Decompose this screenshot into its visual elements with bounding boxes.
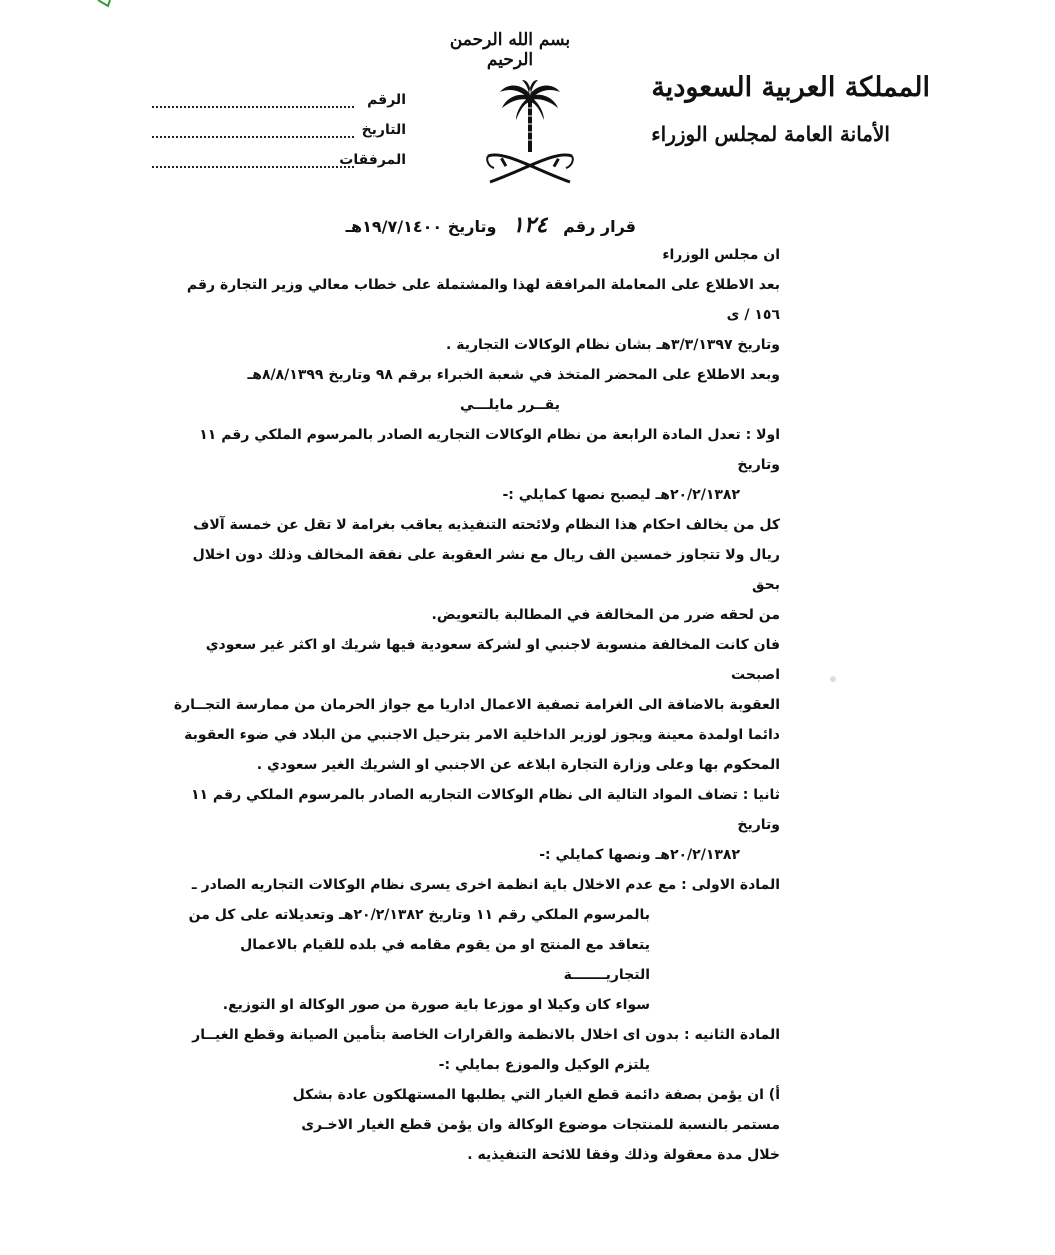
item-a-line-3: خلال مدة معقولة وذلك وفقا للائحة التنفيذيه . bbox=[467, 1147, 780, 1163]
intro-line: ان مجلس الوزراء bbox=[662, 247, 780, 263]
first-clause-line-1 bbox=[160, 420, 780, 480]
item-a-line-1 bbox=[160, 1080, 780, 1110]
article4-line-1: كل من يخالف احكام هذا النظام ولائحته التنفيذيه يعاقب بغرامة لا تقل عن خمسة آلاف bbox=[193, 517, 780, 533]
decision-header bbox=[306, 212, 636, 238]
recital-2: وبعد الاطلاع على المحضر المتخذ في شعبة الخبراء برقم ٩٨ وتاريخ ٨/٨/١٣٩٩هـ bbox=[247, 367, 780, 383]
recital-1-line-2: وتاريخ ٣/٣/١٣٩٧هـ بشان نظام الوكالات التجارية . bbox=[446, 337, 780, 353]
palm-swords-emblem-icon bbox=[482, 78, 578, 190]
item-a-text-1: ان يؤمن بصفة دائمة قطع الغيار التي يطلبها المستهلكون عادة بشكل bbox=[292, 1087, 764, 1103]
article-first-label: المادة الاولى : bbox=[681, 877, 780, 893]
attachments-label: المرفقات bbox=[339, 152, 406, 168]
date-field bbox=[152, 120, 406, 144]
first-clause-line-2: ٢٠/٢/١٣٨٢هـ ليصبح نصها كمايلي :- bbox=[502, 487, 740, 503]
article-first-line-3: يتعاقد مع المنتج او من يقوم مقامه في بلده للقيام بالاعمال التجاريـــــــة bbox=[240, 937, 650, 983]
article-second-line-2: يلتزم الوكيل والموزع بمايلي :- bbox=[438, 1057, 650, 1073]
paper-speck bbox=[830, 676, 836, 682]
second-clause-line-1 bbox=[160, 780, 780, 840]
article4-line-7: المحكوم بها وعلى وزارة التجارة ابلاغه عن الاجنبي او الشريك الغير سعودي . bbox=[256, 757, 780, 773]
article4-line-5: العقوبة بالاضافة الى الغرامة تصفية الاعمال اداريا مع جواز الحرمان من ممارسة التجــارة bbox=[173, 697, 780, 713]
article-first-line-4: سواء كان وكيلا او موزعا باية صورة من صور الوكالة او التوزيع. bbox=[222, 997, 650, 1013]
decree-heading: يقــرر مايلـــي bbox=[460, 397, 560, 413]
second-clause-line-2: ٢٠/٢/١٣٨٢هـ ونصها كمايلي :- bbox=[539, 847, 740, 863]
first-clause-text-1: تعدل المادة الرابعة من نظام الوكالات التجاريه الصادر بالمرسوم الملكي رقم ١١ وتاريخ bbox=[199, 427, 780, 473]
number-field bbox=[152, 90, 406, 114]
article4-line-3: من لحقه ضرر من المخالفة في المطالبة بالتعويض. bbox=[431, 607, 780, 623]
article4-line-6: دائما اولمدة معينة ويجوز لوزير الداخلية الامر بترحيل الاجنبي من البلاد في ضوء العقوبة bbox=[184, 727, 780, 743]
decision-number: ١٢٤ bbox=[512, 212, 548, 238]
decision-date: وتاريخ ١٩/٧/١٤٠٠هـ bbox=[345, 217, 497, 236]
date-label: التاريخ bbox=[361, 122, 406, 138]
first-clause-label: اولا : bbox=[745, 427, 780, 443]
article-first-line-1 bbox=[160, 870, 780, 900]
article-second-text-1: بدون اى اخلال بالانظمة والقرارات الخاصة بتأمين الصيانة وقطع الغيــار bbox=[192, 1027, 680, 1043]
article-second-label: المادة الثانيه : bbox=[684, 1027, 780, 1043]
secretariat-name: الأمانة العامة لمجلس الوزراء bbox=[651, 122, 890, 146]
item-a-label: أ) bbox=[768, 1087, 780, 1103]
kingdom-name: المملكة العربية السعودية bbox=[651, 72, 930, 103]
corner-stamp-mark bbox=[96, 0, 116, 8]
article4-line-4: فان كانت المخالفة منسوبة لاجنبي او لشركة سعودية فيها شريك او اكثر غير سعودي اصبحت bbox=[205, 637, 780, 683]
second-clause-label: ثانيا : bbox=[742, 787, 780, 803]
decision-label: قرار رقم bbox=[563, 217, 636, 236]
attachments-dotted-line bbox=[152, 166, 354, 168]
second-clause-text-1: تضاف المواد التالية الى نظام الوكالات التجاريه الصادر بالمرسوم الملكي رقم ١١ وتاريخ bbox=[190, 787, 780, 833]
article4-line-2: ريال ولا تتجاوز خمسين الف ريال مع نشر العقوبة على نفقة المخالف وذلك دون اخلال بحق bbox=[192, 547, 780, 593]
article-first-line-2: بالمرسوم الملكي رقم ١١ وتاريخ ٢٠/٢/١٣٨٢هـ وتعديلاته على كل من bbox=[188, 907, 650, 923]
decision-body bbox=[160, 240, 780, 1170]
recital-1-line-1: بعد الاطلاع على المعاملة المرافقة لهذا والمشتملة على خطاب معالي وزير التجارة رقم ١٥٦ / ى bbox=[186, 277, 780, 323]
number-label: الرقم bbox=[367, 92, 406, 108]
number-dotted-line bbox=[152, 106, 354, 108]
article-first-text-1: مع عدم الاخلال باية انظمة اخرى يسرى نظام الوكالات التجاريه الصادر ـ bbox=[191, 877, 677, 893]
basmala-heading: بسم الله الرحمن الرحيم bbox=[449, 30, 571, 70]
article-second-line-1 bbox=[160, 1020, 780, 1050]
item-a-line-2: مستمر بالنسبة للمنتجات موضوع الوكالة وان يؤمن قطع الغيار الاخـرى bbox=[301, 1117, 780, 1133]
attachments-field bbox=[152, 150, 406, 174]
date-dotted-line bbox=[152, 136, 354, 138]
